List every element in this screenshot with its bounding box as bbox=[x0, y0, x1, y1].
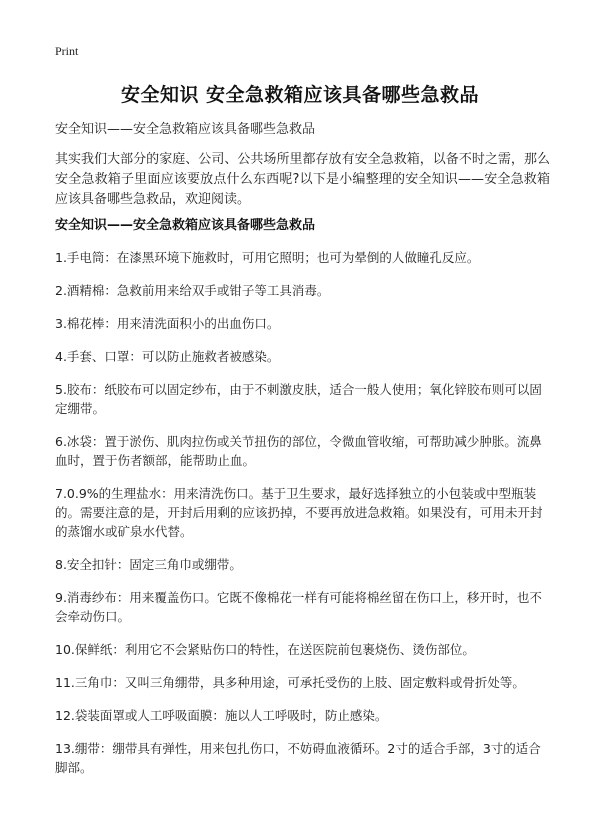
print-label: Print bbox=[55, 44, 79, 58]
list-item: 2.酒精棉：急救前用来给双手或钳子等工具消毒。 bbox=[55, 283, 330, 298]
first-aid-item-list bbox=[55, 248, 550, 791]
list-item: 10.保鲜纸：利用它不会紧贴伤口的特性，在送医院前包裹烧伤、烫伤部位。 bbox=[55, 642, 475, 657]
list-item: 13.绷带：绷带具有弹性，用来包扎伤口，不妨碍血液循环。2寸的适合手部，3寸的适合脚部。 bbox=[55, 741, 541, 775]
list-item: 8.安全扣针：固定三角巾或绷带。 bbox=[55, 557, 242, 572]
intro-paragraph: 其实我们大部分的家庭、公司、公共场所里都存放有安全急救箱，以备不时之需，那么安全急救箱子里面应该要放点什么东西呢?以下是小编整理的安全知识——安全急救箱应该具备哪些急救品，欢迎阅读。 bbox=[55, 152, 550, 207]
list-item: 9.消毒纱布：用来覆盖伤口。它既不像棉花一样有可能将棉丝留在伤口上，移开时，也不会牵动伤口。 bbox=[55, 590, 542, 624]
list-item: 4.手套、口罩：可以防止施救者被感染。 bbox=[55, 349, 280, 364]
article-subtitle: 安全知识——安全急救箱应该具备哪些急救品 bbox=[55, 122, 316, 137]
section-heading: 安全知识——安全急救箱应该具备哪些急救品 bbox=[55, 218, 316, 233]
list-item: 12.袋装面罩或人工呼吸面膜：施以人工呼吸时，防止感染。 bbox=[55, 708, 388, 723]
list-item: 3.棉花棒：用来清洗面积小的出血伤口。 bbox=[55, 316, 280, 331]
list-item: 5.胶布：纸胶布可以固定纱布，由于不刺激皮肤，适合一般人使用；氧化锌胶布则可以固定绷带。 bbox=[55, 382, 542, 416]
page-title: 安全知识 安全急救箱应该具备哪些急救品 bbox=[120, 84, 480, 106]
list-item: 1.手电筒：在漆黑环境下施救时，可用它照明；也可为晕倒的人做瞳孔反应。 bbox=[55, 250, 480, 265]
list-item: 11.三角巾：又叫三角绷带，具多种用途，可承托受伤的上肢、固定敷料或骨折处等。 bbox=[55, 675, 525, 690]
list-item: 7.0.9%的生理盐水：用来清洗伤口。基于卫生要求，最好选择独立的小包装或中型瓶装的。需要注意的是，开封后用剩的应该扔掉，不要再放进急救箱。如果没有，可用未开封的蒸馏水或矿泉水代替。 bbox=[55, 486, 543, 539]
list-item: 6.冰袋：置于淤伤、肌肉拉伤或关节扭伤的部位，令微血管收缩，可帮助减少肿胀。流鼻血时，置于伤者额部，能帮助止血。 bbox=[55, 434, 542, 468]
